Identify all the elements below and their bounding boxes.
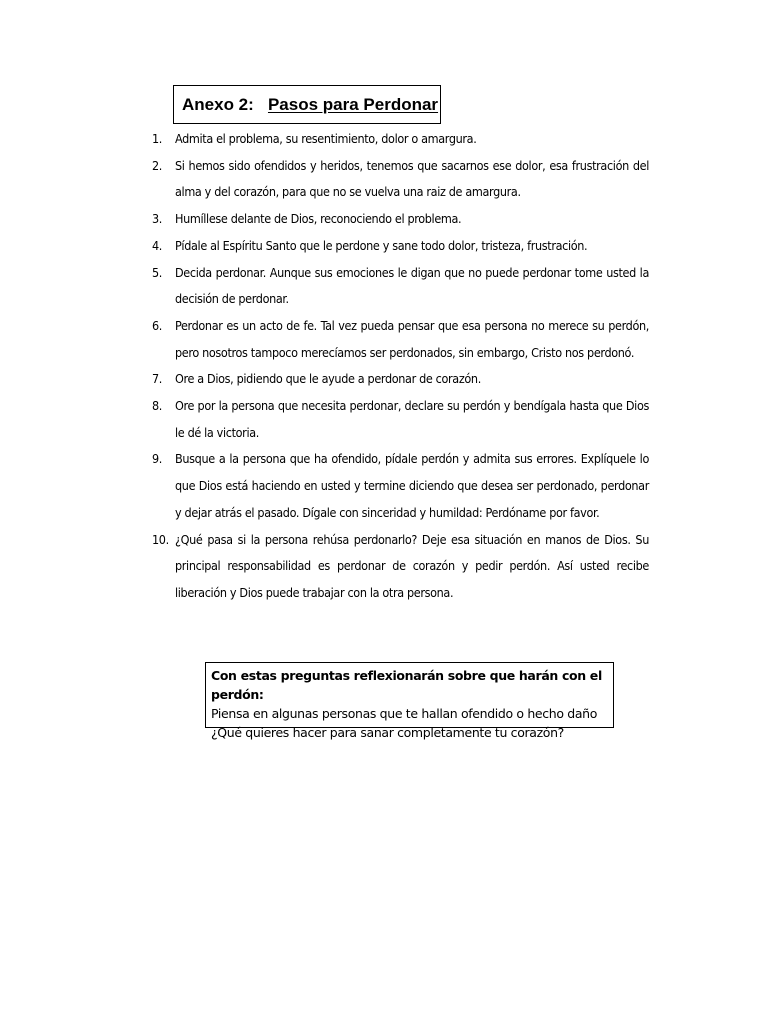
step-number: 10. <box>152 531 169 547</box>
step-text: ¿Qué pasa si la persona rehúsa perdonarlo? Deje esa situación en manos de Dios. Su principal responsabilidad es perdonar de corazón y pedir perdón. Así usted recibe liberación y Dios puede trabajar con la otra persona. <box>175 531 649 600</box>
step-item <box>152 260 649 313</box>
reflection-question: ¿Qué quieres hacer para sanar completamente tu corazón? <box>211 725 564 740</box>
step-item <box>152 233 649 260</box>
step-number: 9. <box>152 451 163 467</box>
reflection-question: Piensa en algunas personas que te hallan ofendido o hecho daño <box>211 706 598 721</box>
step-item <box>152 206 649 233</box>
step-number: 7. <box>152 371 163 387</box>
step-text: Busque a la persona que ha ofendido, pídale perdón y admita sus errores. Explíquele lo que Dios está haciendo en usted y termine diciendo que desea ser perdonado, perdonar y dejar atrás el pasado. Dígale con sinceridad y humildad: Perdóname por favor. <box>175 451 649 520</box>
step-item <box>152 313 649 366</box>
step-number: 4. <box>152 237 163 253</box>
page-title: Pasos para Perdonar <box>267 94 439 114</box>
annex-label: Anexo 2: <box>182 94 254 114</box>
step-text: Pídale al Espíritu Santo que le perdone y sane todo dolor, tristeza, frustración. <box>175 237 588 253</box>
steps-list <box>152 126 649 607</box>
step-text: Si hemos sido ofendidos y heridos, tenemos que sacarnos ese dolor, esa frustración del alma y del corazón, para que no se vuelva una raiz de amargura. <box>175 157 649 200</box>
step-text: Admita el problema, su resentimiento, dolor o amargura. <box>175 131 477 146</box>
step-item <box>152 393 649 446</box>
step-item <box>152 126 649 153</box>
step-text: Humíllese delante de Dios, reconociendo el problema. <box>175 211 462 227</box>
step-item <box>152 366 649 393</box>
step-text: Decida perdonar. Aunque sus emociones le digan que no puede perdonar tome usted la decisión de perdonar. <box>175 264 649 307</box>
step-number: 3. <box>152 211 163 227</box>
step-item <box>152 153 649 206</box>
title-box <box>173 85 441 124</box>
step-number: 6. <box>152 317 163 333</box>
step-number: 1. <box>152 131 163 146</box>
step-item <box>152 446 649 526</box>
reflection-box <box>205 662 614 740</box>
step-item <box>152 527 649 607</box>
step-text: Perdonar es un acto de fe. Tal vez pueda pensar que esa persona no merece su perdón, pero nosotros tampoco merecíamos ser perdonados, sin embargo, Cristo nos perdonó. <box>175 317 649 360</box>
reflection-title: Con estas preguntas reflexionarán sobre que harán con el perdón: <box>211 668 602 702</box>
step-number: 2. <box>152 157 163 173</box>
step-number: 5. <box>152 264 163 280</box>
step-text: Ore por la persona que necesita perdonar, declare su perdón y bendígala hasta que Dios le dé la victoria. <box>175 398 649 440</box>
step-number: 8. <box>152 398 163 414</box>
step-text: Ore a Dios, pidiendo que le ayude a perdonar de corazón. <box>175 371 481 387</box>
